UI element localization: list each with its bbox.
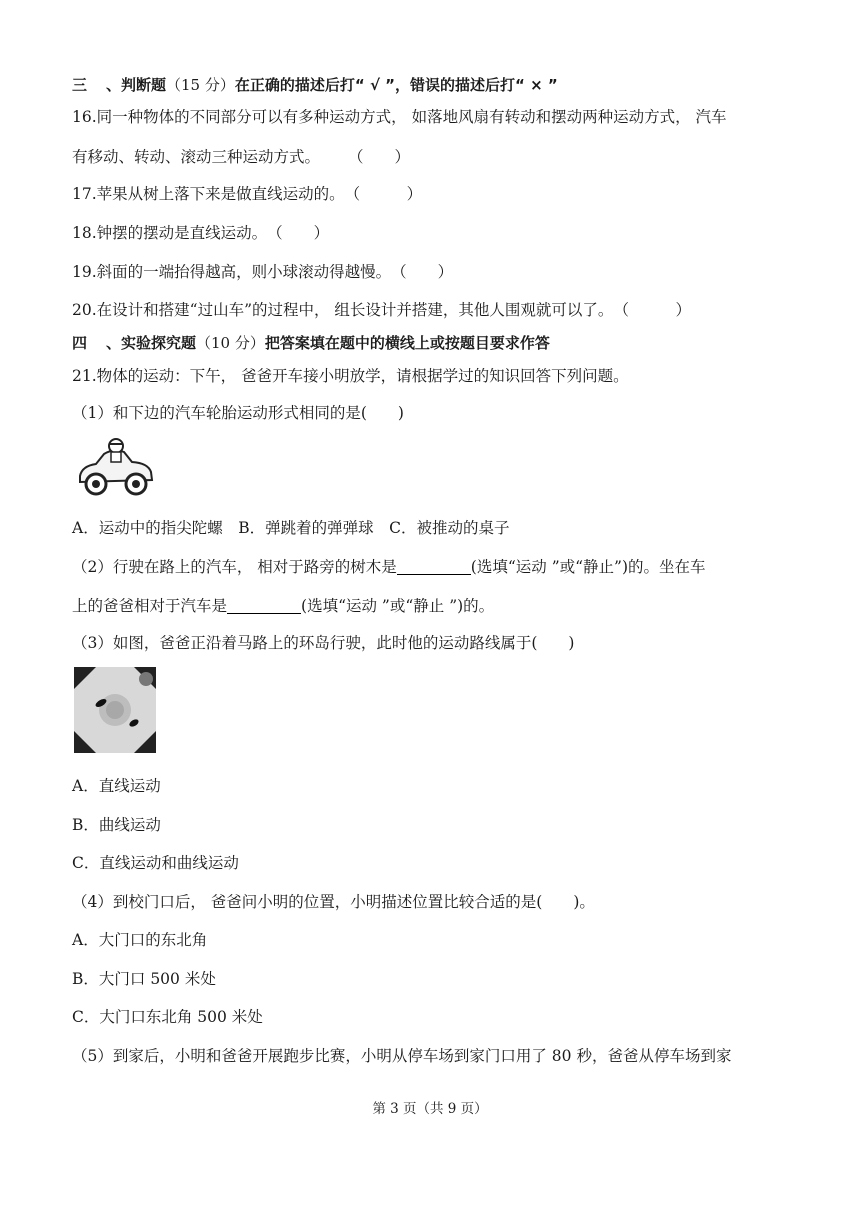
- part-1-options: A．运动中的指尖陀螺 B．弹跳着的弹弹球 C．被推动的桌子: [72, 519, 510, 537]
- section-3-heading: [72, 74, 792, 96]
- answer-paren-18[interactable]: （ ）: [267, 224, 330, 242]
- question-21-part-2-line-1: [72, 556, 792, 578]
- question-16-line-2: [72, 146, 792, 168]
- part-1-answer-paren[interactable]: ): [366, 404, 404, 422]
- section-title: 、判断题: [106, 76, 167, 94]
- question-21-part-5: （5）到家后，小明和爸爸开展跑步比赛，小明从停车场到家门口用了 80 秒，爸爸从停车场到家: [72, 1047, 732, 1065]
- question-19: [72, 261, 792, 283]
- section-number: 三: [72, 76, 88, 94]
- question-16-line-1: 16.同一种物体的不同部分可以有多种运动方式， 如落地风扇有转动和摆动两种运动方式， 汽车: [72, 108, 727, 126]
- question-16-text: 有移动、转动、滚动三种运动方式。: [72, 148, 321, 166]
- part-3-text: （3）如图，爸爸正沿着马路上的环岛行驶，此时他的运动路线属于(: [72, 634, 538, 652]
- part-3-option-b: B．曲线运动: [72, 816, 161, 834]
- part-4-text: （4）到校门口后， 爸爸问小明的位置，小明描述位置比较合适的是(: [72, 893, 543, 911]
- question-17-text: 17.苹果从树上落下来是做直线运动的。: [72, 185, 345, 203]
- page-footer: 第 3 页（共 9 页）: [372, 1101, 488, 1117]
- question-18-text: 18.钟摆的摆动是直线运动。: [72, 224, 268, 242]
- section-instruction: 在正确的描述后打“ √ ”，错误的描述后打“ × ”: [234, 76, 558, 94]
- part-4-option-b: B．大门口 500 米处: [72, 970, 216, 988]
- question-21-part-3: [72, 632, 792, 654]
- section-instruction: 把答案填在题中的横线上或按题目要求作答: [264, 334, 550, 352]
- question-21-part-4: [72, 891, 792, 913]
- question-21-part-1: [72, 402, 792, 424]
- question-18: [72, 222, 792, 244]
- fill-blank-1[interactable]: [397, 558, 471, 575]
- part-4-option-a: A．大门口的东北角: [72, 931, 208, 949]
- roundabout-illustration: [74, 667, 156, 753]
- question-21-part-2-line-2: [72, 595, 792, 617]
- section-4-heading: [72, 332, 792, 354]
- section-score: （10 分）: [196, 334, 265, 352]
- part-1-text: （1）和下边的汽车轮胎运动形式相同的是(: [72, 404, 367, 422]
- question-17: [72, 183, 792, 205]
- question-19-text: 19.斜面的一端抬得越高，则小球滚动得越慢。: [72, 263, 392, 281]
- section-title: 、实验探究题: [106, 334, 197, 352]
- part-4-option-c: C．大门口东北角 500 米处: [72, 1008, 263, 1026]
- answer-paren-19[interactable]: （ ）: [391, 263, 454, 281]
- answer-paren-17[interactable]: （ ）: [344, 185, 423, 203]
- section-number: 四: [72, 334, 88, 352]
- answer-paren-20[interactable]: （ ）: [613, 301, 691, 319]
- car-illustration: [74, 432, 156, 502]
- part-4-answer-paren[interactable]: )。: [542, 893, 595, 911]
- question-20: [72, 299, 792, 321]
- part-2-text-c: 上的爸爸相对于汽车是: [72, 597, 228, 615]
- section-score: （15 分）: [166, 76, 235, 94]
- part-3-option-a: A．直线运动: [72, 777, 161, 795]
- question-20-text: 20.在设计和搭建“过山车”的过程中， 组长设计并搭建，其他人围观就可以了。: [72, 301, 614, 319]
- fill-blank-2[interactable]: [227, 597, 301, 614]
- part-2-text-b: (选填“运动 ”或“静止”)的。坐在车: [470, 558, 706, 576]
- question-21-stem: 21.物体的运动：下午， 爸爸开车接小明放学，请根据学过的知识回答下列问题。: [72, 367, 629, 385]
- part-2-text-d: (选填“运动 ”或“静止 ”)的。: [301, 597, 495, 615]
- answer-paren-16[interactable]: （ ）: [348, 148, 411, 166]
- part-3-answer-paren[interactable]: ): [537, 634, 575, 652]
- part-2-text-a: （2）行驶在路上的汽车， 相对于路旁的树木是: [72, 558, 397, 576]
- part-3-option-c: C．直线运动和曲线运动: [72, 854, 239, 872]
